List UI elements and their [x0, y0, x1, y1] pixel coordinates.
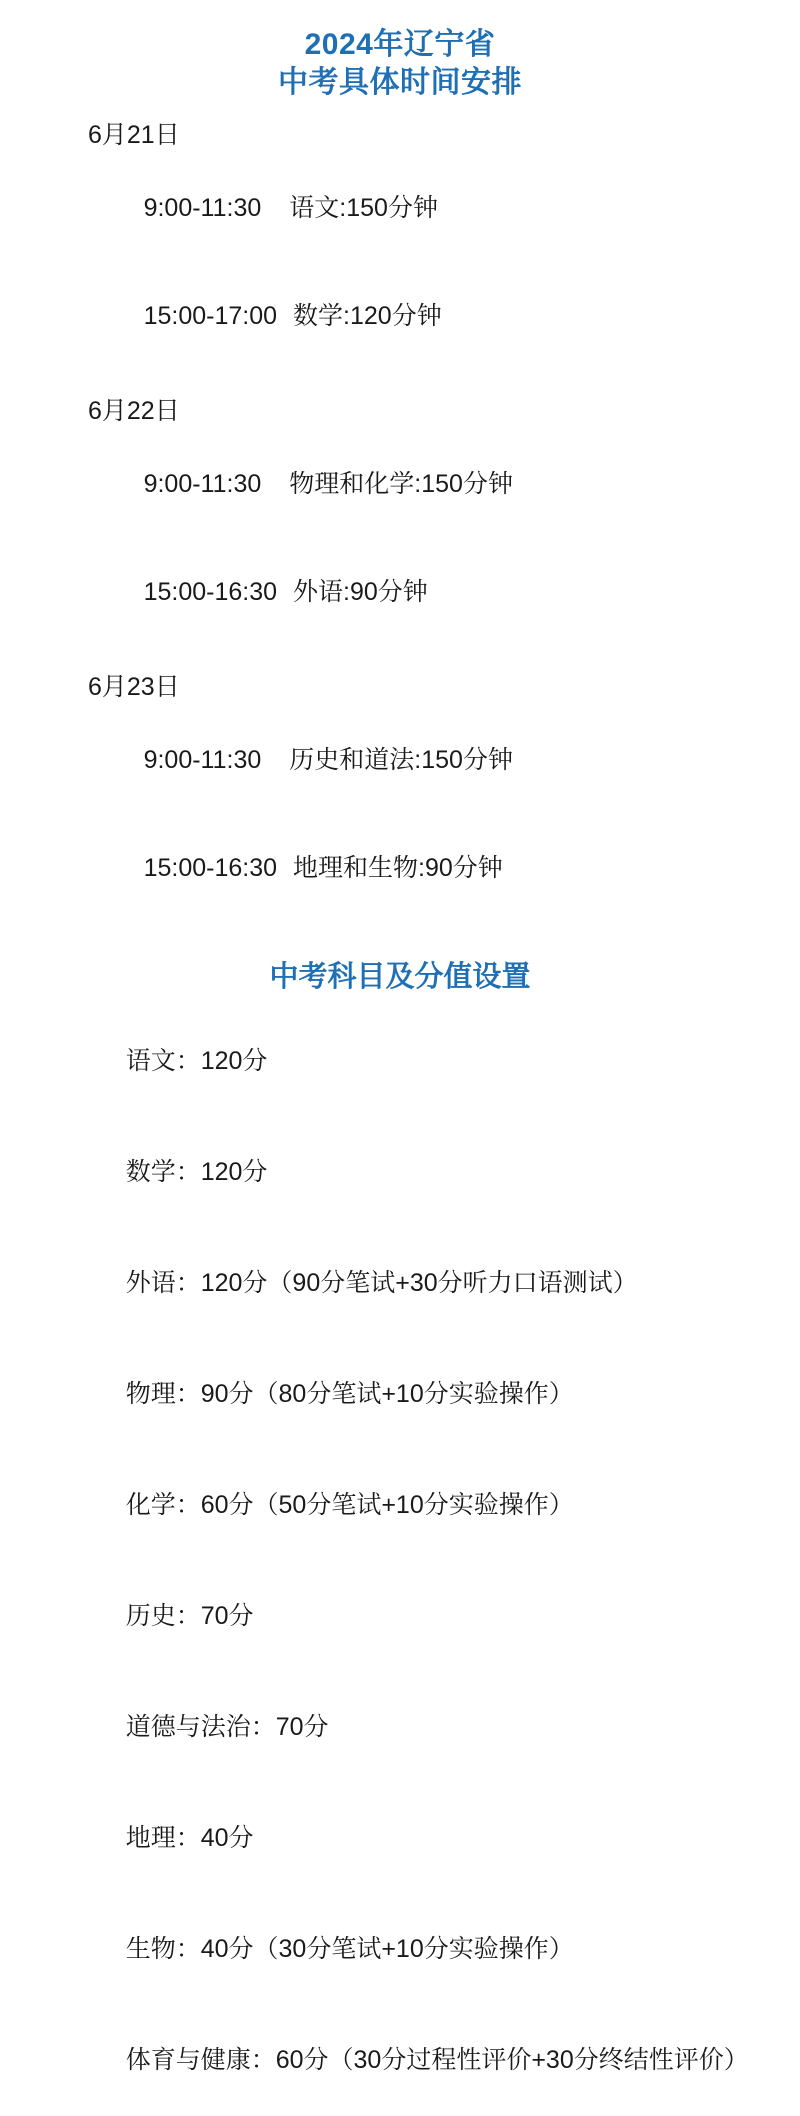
list-item	[84, 1894, 800, 2005]
slot-time: 15:00-17:00	[143, 302, 278, 330]
subject-score: 120分	[200, 1158, 268, 1186]
schedule-slot	[88, 814, 800, 922]
schedule-day	[88, 118, 800, 370]
exam-schedule	[0, 118, 800, 922]
subject-score: 70分	[275, 1713, 329, 1741]
list-item	[84, 1783, 800, 1894]
schedule-day	[88, 394, 800, 646]
subject-name: 道德与法治：	[125, 1713, 276, 1741]
list-item	[84, 1006, 800, 1117]
day-date: 6月23日	[88, 673, 180, 701]
slot-time: 15:00-16:30	[143, 854, 278, 882]
title-line-2: 中考具体时间安排	[278, 66, 522, 99]
slot-time: 15:00-16:30	[143, 578, 278, 606]
day-date: 6月22日	[88, 397, 180, 425]
list-item	[84, 1117, 800, 1228]
page-title	[0, 0, 800, 102]
subject-score: 60分	[275, 2046, 329, 2074]
title-line-1: 2024年辽宁省	[304, 28, 496, 61]
slot-subject: 语文:150分钟	[289, 194, 438, 222]
subject-name: 体育与健康：	[125, 2046, 276, 2074]
subject-score: 40分	[200, 1824, 254, 1852]
subject-name: 语文：	[125, 1047, 201, 1075]
slot-time: 9:00-11:30	[143, 746, 262, 774]
subject-name: 生物：	[125, 1935, 201, 1963]
subjects-section-title: 中考科目及分值设置	[269, 961, 531, 993]
subject-score: 60分	[200, 1491, 254, 1519]
subject-score-list	[0, 1006, 800, 2116]
slot-subject: 外语:90分钟	[293, 578, 428, 606]
list-item	[84, 2005, 800, 2116]
schedule-slot	[88, 706, 800, 814]
subject-name: 外语：	[125, 1269, 201, 1297]
list-item	[84, 1339, 800, 1450]
list-item	[84, 1228, 800, 1339]
subject-note: （30分过程性评价+30分终结性评价）	[328, 2046, 749, 2074]
schedule-slot	[88, 430, 800, 538]
list-item	[84, 1672, 800, 1783]
subject-name: 地理：	[125, 1824, 201, 1852]
subject-note: （80分笔试+10分实验操作）	[253, 1380, 574, 1408]
subject-name: 数学：	[125, 1158, 201, 1186]
subject-score: 120分	[200, 1047, 268, 1075]
slot-subject: 地理和生物:90分钟	[293, 854, 503, 882]
subject-note: （90分笔试+30分听力口语测试）	[267, 1269, 638, 1297]
subject-note: （30分笔试+10分实验操作）	[253, 1935, 574, 1963]
list-item	[84, 1561, 800, 1672]
schedule-slot	[88, 538, 800, 646]
day-date: 6月21日	[88, 121, 180, 149]
subject-score: 40分	[200, 1935, 254, 1963]
schedule-slot	[88, 262, 800, 370]
subject-score: 70分	[200, 1602, 254, 1630]
slot-time: 9:00-11:30	[143, 470, 262, 498]
subject-name: 历史：	[125, 1602, 201, 1630]
slot-subject: 历史和道法:150分钟	[289, 746, 513, 774]
subject-name: 化学：	[125, 1491, 201, 1519]
schedule-day	[88, 670, 800, 922]
slot-subject: 物理和化学:150分钟	[289, 470, 513, 498]
subject-score: 120分	[200, 1269, 268, 1297]
slot-subject: 数学:120分钟	[293, 302, 442, 330]
subject-name: 物理：	[125, 1380, 201, 1408]
subject-score: 90分	[200, 1380, 254, 1408]
subject-note: （50分笔试+10分实验操作）	[253, 1491, 574, 1519]
list-item	[84, 1450, 800, 1561]
slot-time: 9:00-11:30	[143, 194, 262, 222]
schedule-slot	[88, 154, 800, 262]
